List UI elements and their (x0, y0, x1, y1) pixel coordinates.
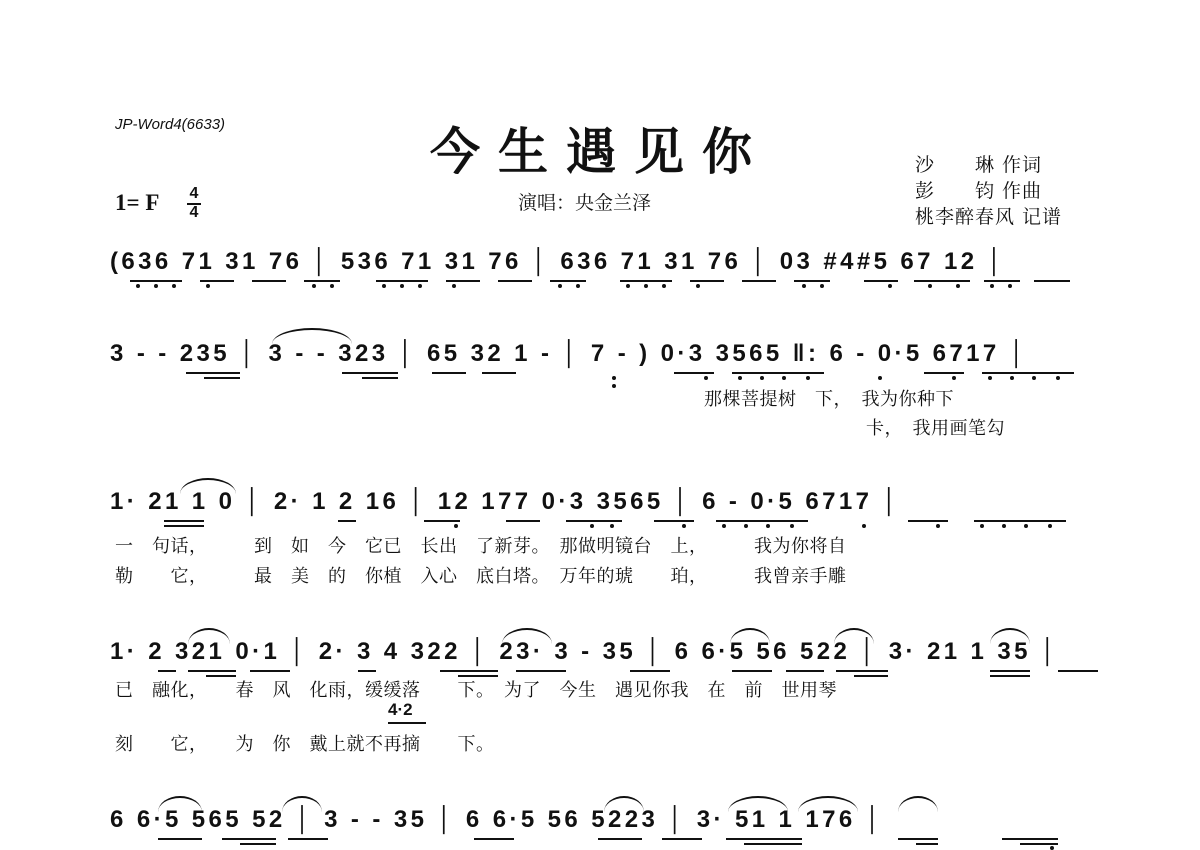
key-signature: 1= F (115, 190, 160, 215)
lyric-line-3-verse-1: 一 句话， 到 如 今 它已 长出 了新芽。 那做明镜台 上， 我为你将自 (115, 536, 847, 557)
lyric-line-3-verse-2: 勒 它， 最 美 的 你植 入心 底白塔。 万年的琥 珀， 我曾亲手雕 (115, 566, 847, 587)
lyric-line-4-verse-2: 刻 它， 为 你 戴上就不再摘 下。 (115, 734, 495, 755)
time-signature-top: 4 (189, 185, 199, 202)
time-signature (187, 186, 201, 222)
singer-credit: 演唱：央金兰泽 (518, 192, 652, 214)
staff-notes: 1· 2 321 0·1 │ 2· 3 4 322 │ 23· 3 - 35 │ 6 6·5 56 522 │ 3· 21 1 35 │ (110, 638, 1060, 665)
staff-line-4 (110, 638, 1095, 678)
lyric-line-4-verse-1: 已 融化， 春 风 化雨，缓缓落 下。 为了 今生 遇见你我 在 前 世用琴 (115, 680, 837, 701)
staff-line-1 (110, 248, 1095, 288)
staff-notes: 6 6·5 565 52 │ 3 - - 35 │ 6 6·5 56 5223 │ 3· 51 1 176 │ (110, 806, 885, 833)
song-title: 今生遇见你 (430, 122, 770, 181)
staff-notes: 3 - - 235 │ 3 - - 323 │ 65 32 1 - │ 7 - ) 0·3 3565 ‖: 6 - 0·5 6717 │ (110, 340, 1029, 367)
lyricist-credit: 沙 琳 作词 (915, 154, 1043, 176)
time-signature-bottom: 4 (189, 204, 199, 221)
alternate-notes: 4·2 (388, 700, 413, 719)
composer-credit: 彭 钧 作曲 (915, 180, 1043, 202)
software-label: JP-Word4(6633) (115, 116, 226, 133)
staff-line-5 (110, 806, 1095, 846)
lyric-line-2-verse-2: 卡， 我用画笔勾 (866, 418, 1005, 439)
transcriber-credit: 桃李醉春风 记谱 (915, 206, 1063, 228)
staff-notes: 1· 21 1 0 │ 2· 1 2 16 │ 12 177 0·3 3565 │ 6 - 0·5 6717 │ (110, 488, 901, 515)
staff-line-3 (110, 488, 1095, 528)
staff-notes: (636 71 31 76 │ 536 71 31 76 │ 636 71 31 76 │ 03 #4#5 67 12 │ (110, 248, 1006, 275)
staff-line-2 (110, 340, 1095, 380)
lyric-line-2-verse-1: 那棵菩提树 下， 我为你种下 (704, 389, 954, 410)
